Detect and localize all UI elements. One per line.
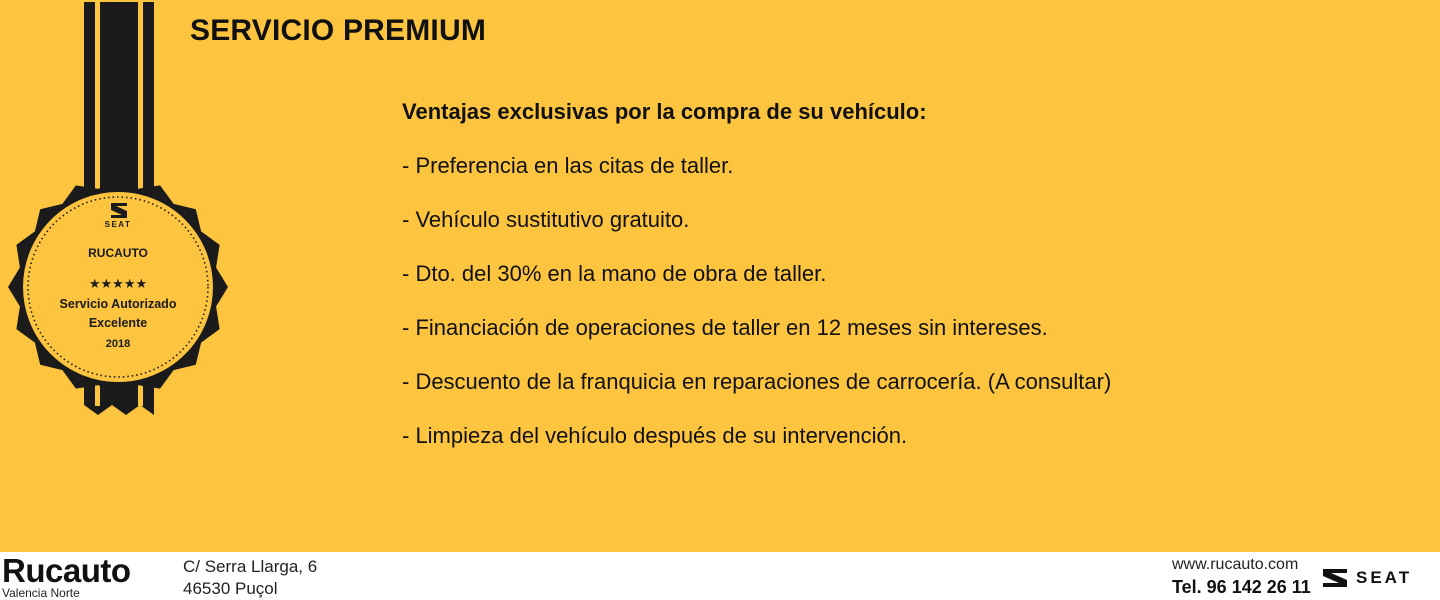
seat-wordmark: SEAT [1356,568,1413,587]
dealer-subtitle: Valencia Norte [2,586,80,600]
badge-line2: Excelente [88,316,148,330]
dealer-contact [1172,556,1311,598]
badge-stars: ★★★★★ [88,277,148,292]
badge-line1: Servicio Autorizado [59,297,177,311]
badge-brand: SEAT [104,220,132,229]
list-item: - Vehículo sustitutivo gratuito. [402,207,690,232]
seat-s-icon [111,203,127,218]
badge-name: RUCAUTO [88,246,148,260]
list-item: - Limpieza del vehículo después de su intervención. [402,423,908,448]
dealer-name: Rucauto [2,552,131,589]
dealer-logo [2,554,131,599]
list-item: - Descuento de la franquicia en reparaciones de carrocería. (A consultar) [402,369,1112,394]
benefits-heading: Ventajas exclusivas por la compra de su vehículo: [402,99,927,124]
address-street: C/ Serra Llarga, 6 [183,557,318,576]
badge-year: 2018 [105,338,131,350]
benefits-list [402,151,1402,451]
seat-s-icon [1322,567,1348,589]
seat-logo [1322,567,1412,589]
list-item: - Preferencia en las citas de taller. [402,153,734,178]
phone-number[interactable]: Tel. 96 142 26 11 [1172,577,1311,597]
address-city: 46530 Puçol [183,579,278,598]
list-item: - Financiación de operaciones de taller en 12 meses sin intereses. [402,315,1048,340]
award-badge [0,0,240,420]
dealer-address [183,556,317,600]
list-item: - Dto. del 30% en la mano de obra de taller. [402,261,827,286]
website-link[interactable]: www.rucauto.com [1172,556,1299,573]
footer [0,552,1440,600]
page-title: SERVICIO PREMIUM [190,14,487,47]
benefits-section [402,97,1402,451]
